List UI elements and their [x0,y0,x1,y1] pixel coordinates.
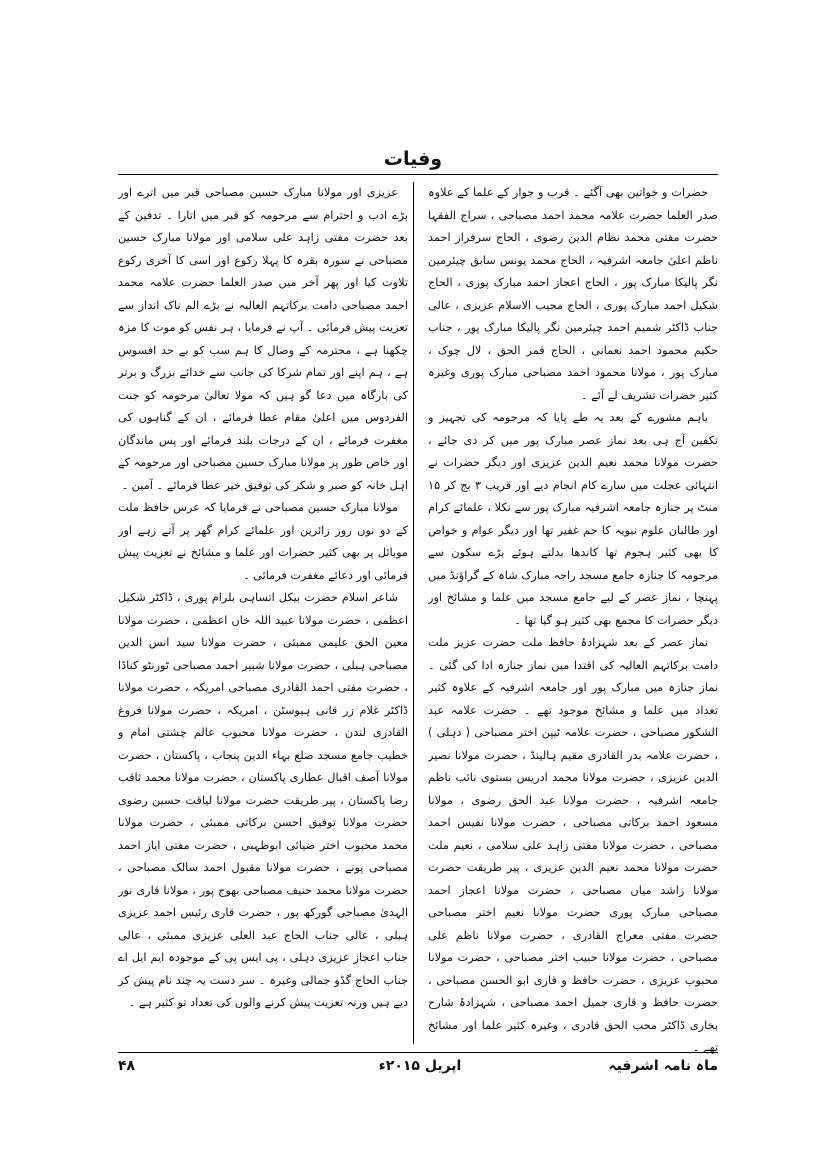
column-divider [413,182,414,1044]
magazine-name: ماہ نامہ اشرفیہ [608,1058,718,1074]
left-column [118,182,408,1062]
page-number: ۴۸ [118,1058,136,1074]
paragraph: شاعر اسلام حضرت بیکل اتساہی بلرام پوری ، ڈاکٹر شکیل اعظمی ، حضرت مولانا عبید اللہ خاں اعظمی ، حضرت مولانا معین الحق علیمی ممبئی ، حضرت مولانا سید انس الدین مصباحی ہبلی ، حضرت مولانا شبیر احمد مصباحی ٹورنٹو کناڈا ، حضرت مفتی احمد القادری مصباحی امریکہ ، حضرت مولانا ڈاکٹر غلام زر قانی ہیوسٹن ، امریکہ ، حضرت مولانا فروغ القادری لندن ، حضرت مولانا محبوب عالم چشتی امام و خطیب جامع مسجد ضلع بہاء الدین پنجاب ، پاکستان ، حضرت مولانا آصف اقبال عطاری پاکستان ، حضرت مولانا محمد ثاقب رضا پاکستان ، پیر طریقت حضرت مولانا لیاقت حسین رضوی حضرت مولانا توفیق احسن برکاتی ممبئی ، حضرت مولانا محمد محبوب اختر ضیائی ابوظہبی ، حضرت مفتی ایاز احمد مصباحی پونے ، حضرت مولانا مقبول احمد سالک مصباحی ، حضرت مولانا محمد حنیف مصباحی بھوج پور ، مولانا قاری نور الہدیٰ مصباحی گورکھ پور ، حضرت قاری رئیس احمد عزیزی ہبلی ، عالی جناب الحاج عبد العلی عزیزی ممبئی ، عالی جناب اعجاز عزیزی دہلی ، پی ایس پی کے موجودہ ایم ایل اے جناب الحاج گڈو جمالی وغیرہ ۔ سر دست یہ چند نام پیش کر دیے ہیں ورنہ تعزیت پیش کرنے والوں کی تعداد تو کثیر ہے ۔ [118,591,408,1009]
paragraph: عزیزی اور مولانا مبارک حسین مصباحی قبر میں اترے اور بڑے ادب و احترام سے مرحومہ کو قبر میں اتارا ۔ تدفین کے بعد حضرت مفتی زاہد علی سلامی اور مولانا مبارک حسین مصباحی نے سورہ بقرہ کا پہلا رکوع اور اسی کا آخری رکوع تلاوت کیا اور پھر آخر میں صدر العلما حضرت علامہ محمد احمد مصباحی دامت برکاتہم العالیہ نے بڑے الم ناک انداز سے تعزیت پیش فرمائی ۔ آپ نے فرمایا ، ہر نفس کو موت کا مزہ چکھنا ہے ، محترمہ کے وصال کا ہم سب کو بے حد افسوس ہے ، ہم اپنے اور تمام شرکا کی جانب سے خدائے بزرگ و برتر کی بارگاہ میں دعا گو ہیں کہ مولا تعالیٰ مرحومہ کو جنت الفردوس میں اعلیٰ مقام عطا فرمائے ، ان کے گناہوں کی مغفرت فرمائے ، ان کے درجات بلند فرمائے اور پس ماندگان اور خاص طور پر مولانا مبارک حسین مصباحی اور مرحومہ کے اہل خانہ کو صبر و شکر کی توفیق خیر عطا فرمائے ۔ آمین ۔ [118,186,408,492]
paragraph: مولانا مبارک حسین مصباحی نے فرمایا کہ عرس حافظ ملت کے دو نوں روز زائرین اور علمائے کرام گھر پر آتے رہے اور موبائل پر بھی کثیر حضرات اور علما و مشائخ نے تعزیت پیش فرمائی اور دعائے مغفرت فرمائی ۔ [118,501,408,582]
paragraph: حضرات و خواتین بھی آگئے ۔ قرب و جوار کے علما کے علاوہ صدر العلما حضرت علامہ محمد احمد مصباحی ، سراج الفقہا حضرت مفتی محمد نظام الدین رضوی ، الحاج سرفراز احمد ناظم اعلیٰ جامعہ اشرفیہ ، الحاج محمد یونس سابق چیئرمین نگر پالیکا مبارک پور ، الحاج اعجاز احمد مبارک پوری ، الحاج شکیل احمد مبارک پوری ، الحاج مجیب الاسلام عزیزی ، عالی جناب ڈاکٹر شمیم احمد چیئرمین نگر پالیکا مبارک پور ، جناب حکیم محمود احمد نعمانی ، الحاج قمر الحق ، لال چوک ، مبارک پور ، مولانا محمود احمد مصباحی مبارک پوری وغیرہ کثیر حضرات تشریف لے آئے ۔ [428,186,718,402]
top-rule [118,174,718,175]
issue-date: اپریل ۲۰۱۵ء [378,1058,462,1074]
page-title: وفیات [383,148,443,170]
right-column [428,182,718,1062]
bottom-rule [118,1052,718,1053]
paragraph: باہم مشورے کے بعد یہ طے پایا کہ مرحومہ کی تجہیز و تکفین آج ہی بعد نماز عصر مبارک پور میں کر دی جائے ، حضرت مولانا محمد نعیم الدین عزیزی اور دیگر حضرات نے انتہائی عجلت میں سارے کام انجام دیے اور قریب ۳ بج کر ۱۵ منٹ پر جنازہ جامعہ اشرفیہ مبارک پور سے نکلا ، علمائے کرام اور طالبان علوم نبویہ کا جم غفیر تھا اور دیگر عوام و خواص کا بھی کثیر ہجوم تھا کاندھا بدلتے ہوئے بڑے سکون سے مرحومہ کا جنازہ جامع مسجد راجہ مبارک شاہ کے گراؤنڈ میں پہنچا ، نماز عصر کے لیے جامع مسجد میں علما و مشائخ اور دیگر حضرات کا مجمع بھی کثیر ہو گیا تھا ۔ [428,411,718,627]
paragraph: نماز عصر کے بعد شہزادۂ حافظ ملت حضرت عزیز ملت دامت برکاتہم العالیہ کی اقتدا میں نماز جنازہ ادا کی گئی ۔ نماز جنازہ میں مبارک پور اور جامعہ اشرفیہ کے علاوہ کثیر تعداد میں علما و مشائخ موجود تھے ۔ حضرت علامہ عبد الشکور مصباحی ، حضرت علامہ ٹیپن اختر مصباحی ( دہلی ) ، حضرت علامہ بدر القادری مقیم ہالینڈ ، حضرت مولانا نصیر الدین عزیزی ، حضرت مولانا محمد ادریس بستوی نائب ناظم جامعہ اشرفیہ ، حضرت مولانا عبد الحق رضوی ، مولانا مسعود احمد برکاتی مصباحی ، حضرت مولانا نفیس احمد مصباحی ، حضرت مولانا مفتی زاہد علی سلامی ، نعیم ملت حضرت مولانا محمد نعیم الدین عزیزی ، پیر طریقت حضرت مولانا راشد میاں مصباحی ، حضرت مولانا اعجاز احمد مصباحی مبارک پوری حضرت مولانا نعیم اختر مصباحی حضرت مفتی معراج القادری ، حضرت مولانا ناظم علی مصباحی ، حضرت مولانا حبیب اختر مصباحی ، حضرت مولانا محبوب عزیزی ، حضرت حافظ و قاری ابو الحسن مصباحی ، حضرت حافظ و قاری جمیل احمد مصباحی ، شہزادۂ شارح بخاری ڈاکٹر محب الحق قادری ، وغیرہ کثیر علما اور مشائخ تھے ۔ [428,636,718,1054]
